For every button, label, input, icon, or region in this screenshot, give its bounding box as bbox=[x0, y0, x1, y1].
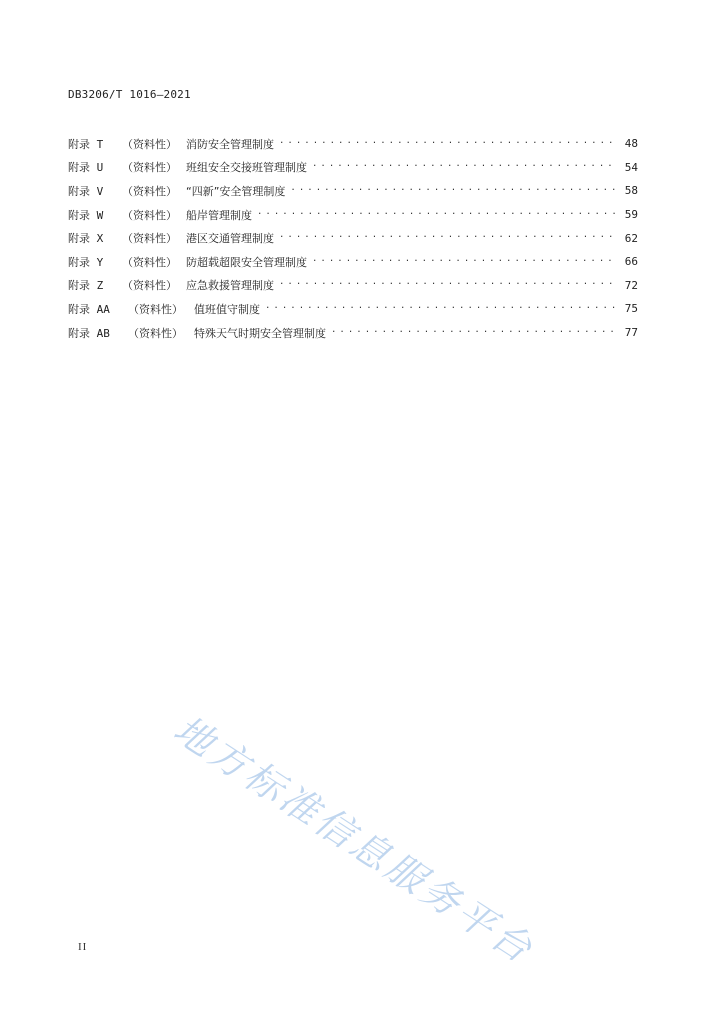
toc-dot-leader bbox=[290, 184, 617, 198]
watermark-text: 地方标准信息服务平台 bbox=[166, 706, 543, 973]
toc-page-number: 75 bbox=[624, 302, 638, 316]
toc-appendix-type: （资料性） bbox=[128, 326, 183, 340]
toc-appendix-type: （资料性） bbox=[122, 137, 177, 151]
toc-page-number: 77 bbox=[624, 326, 638, 340]
toc-title: 特殊天气时期安全管理制度 bbox=[194, 326, 326, 340]
table-of-contents bbox=[68, 132, 638, 344]
toc-appendix-label: 附录 U bbox=[68, 161, 104, 175]
toc-entry[interactable] bbox=[68, 179, 638, 203]
toc-page-number: 62 bbox=[624, 231, 638, 245]
footer-page-number: II bbox=[78, 941, 88, 953]
toc-title: 班组安全交接班管理制度 bbox=[186, 161, 307, 175]
toc-appendix-type: （资料性） bbox=[122, 255, 177, 269]
toc-title: 船岸管理制度 bbox=[186, 208, 252, 222]
toc-dot-leader bbox=[279, 137, 617, 151]
toc-entry[interactable] bbox=[68, 226, 638, 250]
toc-dot-leader bbox=[279, 278, 617, 292]
toc-dot-leader bbox=[312, 160, 617, 174]
toc-page-number: 59 bbox=[624, 208, 638, 222]
toc-appendix-label: 附录 Y bbox=[68, 255, 104, 269]
toc-appendix-label: 附录 AB bbox=[68, 326, 110, 340]
toc-dot-leader bbox=[265, 302, 617, 316]
toc-entry[interactable] bbox=[68, 274, 638, 298]
toc-entry[interactable] bbox=[68, 321, 638, 345]
toc-title: 港区交通管理制度 bbox=[186, 232, 274, 246]
toc-entry[interactable] bbox=[68, 250, 638, 274]
toc-page-number: 58 bbox=[624, 184, 638, 198]
toc-entry[interactable] bbox=[68, 297, 638, 321]
toc-appendix-type: （资料性） bbox=[122, 184, 177, 198]
toc-appendix-type: （资料性） bbox=[122, 232, 177, 246]
toc-appendix-type: （资料性） bbox=[122, 279, 177, 293]
toc-appendix-label: 附录 V bbox=[68, 184, 104, 198]
toc-title: 防超载超限安全管理制度 bbox=[186, 255, 307, 269]
toc-page-number: 66 bbox=[624, 255, 638, 269]
toc-appendix-label: 附录 T bbox=[68, 137, 104, 151]
toc-dot-leader bbox=[331, 326, 617, 340]
toc-title: 消防安全管理制度 bbox=[186, 137, 274, 151]
toc-dot-leader bbox=[312, 255, 617, 269]
toc-entry[interactable] bbox=[68, 132, 638, 156]
toc-entry[interactable] bbox=[68, 203, 638, 227]
toc-appendix-label: 附录 Z bbox=[68, 279, 104, 293]
toc-dot-leader bbox=[257, 208, 617, 222]
toc-page-number: 54 bbox=[624, 160, 638, 174]
toc-page-number: 48 bbox=[624, 137, 638, 151]
toc-title: 应急救援管理制度 bbox=[186, 279, 274, 293]
toc-appendix-label: 附录 W bbox=[68, 208, 104, 222]
document-code: DB3206/T 1016—2021 bbox=[68, 88, 191, 101]
toc-title: 值班值守制度 bbox=[194, 302, 260, 316]
toc-page-number: 72 bbox=[624, 278, 638, 292]
toc-appendix-type: （资料性） bbox=[122, 208, 177, 222]
toc-appendix-type: （资料性） bbox=[128, 302, 183, 316]
toc-appendix-type: （资料性） bbox=[122, 161, 177, 175]
toc-title: “四新”安全管理制度 bbox=[186, 184, 286, 198]
toc-dot-leader bbox=[279, 231, 617, 245]
toc-appendix-label: 附录 X bbox=[68, 232, 104, 246]
toc-appendix-label: 附录 AA bbox=[68, 302, 110, 316]
toc-entry[interactable] bbox=[68, 156, 638, 180]
